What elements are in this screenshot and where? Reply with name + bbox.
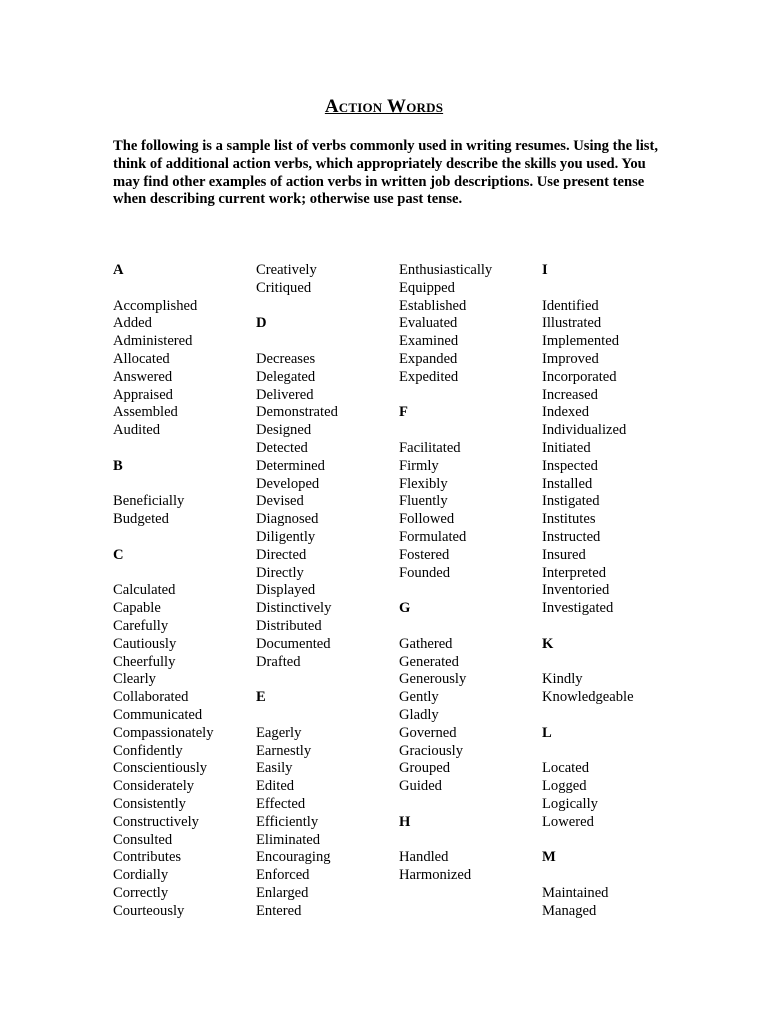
action-word: Indexed [542, 404, 590, 421]
action-word: Drafted [256, 653, 301, 670]
action-word: Enforced [256, 867, 310, 884]
letter-heading: K [542, 635, 554, 652]
action-word: Enlarged [256, 884, 309, 901]
action-word: Creatively [256, 262, 317, 278]
action-word: Contributes [113, 849, 182, 866]
spacer [399, 582, 539, 600]
action-word: Constructively [113, 813, 199, 830]
action-word: Cautiously [113, 635, 177, 652]
spacer [113, 476, 253, 494]
action-word: Efficiently [256, 813, 319, 830]
action-word: Enthusiastically [399, 262, 493, 278]
action-word: Cheerfully [113, 653, 176, 670]
action-word: Expanded [399, 350, 458, 367]
action-word: Displayed [256, 582, 316, 599]
action-word: Established [399, 297, 467, 314]
action-word: Facilitated [399, 439, 461, 456]
action-word: Directly [256, 564, 304, 581]
action-word: Designed [256, 422, 312, 439]
action-word: Gladly [399, 706, 439, 723]
action-word: Beneficially [113, 493, 185, 510]
action-word: Edited [256, 778, 295, 795]
letter-heading: L [542, 724, 552, 741]
action-word: Allocated [113, 350, 170, 367]
action-word: Institutes [542, 511, 596, 528]
action-word: Initiated [542, 439, 591, 456]
letter-heading: G [399, 600, 411, 617]
action-word: Distinctively [256, 600, 332, 617]
action-word: Improved [542, 350, 599, 367]
letter-heading: C [113, 546, 124, 563]
action-word: Assembled [113, 404, 178, 421]
action-word: Audited [113, 422, 161, 439]
spacer [256, 707, 396, 725]
action-word: Fluently [399, 493, 448, 510]
action-word: Fostered [399, 546, 450, 563]
word-column-1 [113, 262, 253, 920]
spacer [542, 743, 682, 761]
action-word: Maintained [542, 884, 609, 901]
action-word: Logged [542, 778, 587, 795]
letter-heading: E [256, 689, 266, 706]
action-word: Compassionately [113, 724, 214, 741]
action-word: Gently [399, 689, 439, 706]
action-word: Determined [256, 457, 325, 474]
action-word: Equipped [399, 279, 455, 296]
action-word: Accomplished [113, 297, 198, 314]
action-word: Delegated [256, 368, 316, 385]
action-word: Entered [256, 902, 302, 919]
action-word: Decreases [256, 350, 316, 367]
action-word: Instigated [542, 493, 600, 510]
action-word: Budgeted [113, 511, 169, 528]
action-word: Governed [399, 724, 457, 741]
spacer [399, 387, 539, 405]
action-word: Evaluated [399, 315, 458, 332]
action-word: Kindly [542, 671, 583, 688]
action-word: Implemented [542, 333, 619, 350]
action-word: Logically [542, 795, 598, 812]
letter-heading: A [113, 262, 124, 278]
spacer [256, 298, 396, 316]
intro-paragraph: The following is a sample list of verbs commonly used in writing resumes. Using the list, think of additional action verbs, which appropriately describe the skills you used. You may find other examples of action verbs in written job descriptions. Use present tense when describing current work; otherwise use past tense. [113, 138, 658, 208]
spacer [542, 832, 682, 850]
action-word: Encouraging [256, 849, 331, 866]
action-word: Firmly [399, 457, 439, 474]
spacer [542, 867, 682, 885]
action-word: Gathered [399, 635, 453, 652]
action-word: Correctly [113, 884, 169, 901]
action-word: Formulated [399, 528, 467, 545]
action-word: Diagnosed [256, 511, 319, 528]
action-word: Installed [542, 475, 593, 492]
word-column-4 [542, 262, 682, 920]
action-word: Grouped [399, 760, 451, 777]
action-word: Critiqued [256, 279, 312, 296]
action-word: Administered [113, 333, 193, 350]
action-word: Courteously [113, 902, 185, 919]
letter-heading: B [113, 457, 123, 474]
spacer [542, 618, 682, 636]
action-word: Diligently [256, 528, 316, 545]
spacer [542, 280, 682, 298]
action-word: Instructed [542, 528, 601, 545]
action-word: Generated [399, 653, 459, 670]
action-word: Collaborated [113, 689, 189, 706]
spacer [399, 832, 539, 850]
action-word: Managed [542, 902, 597, 919]
spacer [399, 796, 539, 814]
action-word: Distributed [256, 617, 322, 634]
action-word: Communicated [113, 706, 203, 723]
action-word: Inventoried [542, 582, 610, 599]
letter-heading: H [399, 813, 411, 830]
action-word: Directed [256, 546, 307, 563]
action-word: Developed [256, 475, 320, 492]
spacer [113, 565, 253, 583]
spacer [256, 333, 396, 351]
action-word: Cordially [113, 867, 169, 884]
action-word: Investigated [542, 600, 614, 617]
action-word: Calculated [113, 582, 176, 599]
spacer [113, 529, 253, 547]
spacer [113, 280, 253, 298]
action-word: Harmonized [399, 867, 472, 884]
action-word: Conscientiously [113, 760, 208, 777]
action-word: Interpreted [542, 564, 607, 581]
action-word: Followed [399, 511, 455, 528]
action-word: Graciously [399, 742, 464, 759]
action-word: Appraised [113, 386, 173, 403]
action-word: Guided [399, 778, 442, 795]
letter-heading: I [542, 262, 548, 278]
action-word: Carefully [113, 617, 169, 634]
action-word: Confidently [113, 742, 183, 759]
page-title: Action Words [324, 96, 444, 117]
action-word: Consulted [113, 831, 173, 848]
spacer [542, 707, 682, 725]
action-word: Illustrated [542, 315, 602, 332]
action-word: Devised [256, 493, 304, 510]
action-word: Easily [256, 760, 293, 777]
action-word: Identified [542, 297, 599, 314]
action-word: Flexibly [399, 475, 448, 492]
action-word: Insured [542, 546, 586, 563]
action-word: Clearly [113, 671, 156, 688]
action-word: Lowered [542, 813, 594, 830]
action-word: Added [113, 315, 152, 332]
action-word: Capable [113, 600, 161, 617]
word-column-3 [399, 262, 539, 885]
action-word: Considerately [113, 778, 195, 795]
action-word: Increased [542, 386, 598, 403]
action-word: Incorporated [542, 368, 617, 385]
action-word: Generously [399, 671, 467, 688]
letter-heading: M [542, 849, 556, 866]
action-word: Knowledgeable [542, 689, 634, 706]
action-word: Located [542, 760, 589, 777]
action-word: Consistently [113, 795, 186, 812]
spacer [399, 422, 539, 440]
action-word: Examined [399, 333, 459, 350]
action-word: Documented [256, 635, 331, 652]
spacer [542, 654, 682, 672]
action-word: Delivered [256, 386, 314, 403]
spacer [256, 671, 396, 689]
spacer [113, 440, 253, 458]
action-word: Answered [113, 368, 173, 385]
word-column-2 [256, 262, 396, 920]
action-word: Inspected [542, 457, 598, 474]
action-word: Eliminated [256, 831, 321, 848]
action-word: Demonstrated [256, 404, 338, 421]
action-word: Eagerly [256, 724, 302, 741]
action-word: Expedited [399, 368, 459, 385]
action-word: Individualized [542, 422, 627, 439]
letter-heading: F [399, 404, 408, 421]
action-word: Effected [256, 795, 306, 812]
action-word: Detected [256, 439, 308, 456]
action-word: Earnestly [256, 742, 312, 759]
spacer [399, 618, 539, 636]
action-word: Founded [399, 564, 451, 581]
action-word: Handled [399, 849, 449, 866]
letter-heading: D [256, 315, 267, 332]
